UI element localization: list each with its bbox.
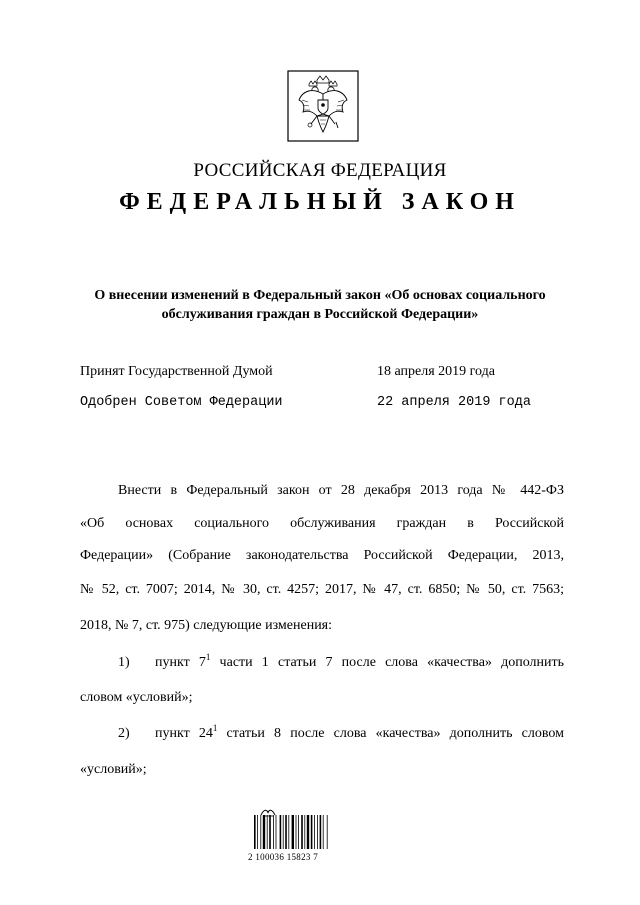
paragraph-line: № 52, ст. 7007; 2014, № 30, ст. 4257; 2017, № 47, ст. 6850; № 50, ст. 7563;	[80, 582, 564, 597]
adopted-by-duma-label: Принят Государственной Думой	[80, 364, 273, 379]
paragraph-line: «Об основах социального обслуживания граждан в Российской	[80, 516, 564, 531]
list-item-text: пункт $7^1$ части 1 статьи 7 после слова «качества» дополнить	[155, 652, 564, 670]
paragraph-line: Внести в Федеральный закон от 28 декабря 2013 года № 442-ФЗ	[118, 483, 564, 498]
approved-by-council-date: 22 апреля 2019 года	[377, 395, 531, 410]
stamp-mark-icon	[260, 804, 276, 814]
document-type-heading: ФЕДЕРАЛЬНЫЙ ЗАКОН	[119, 189, 521, 215]
list-item-text: пункт $24^1$ статьи 8 после слова «качества» дополнить словом	[155, 723, 564, 741]
barcode	[254, 815, 334, 849]
list-item-number: 1)	[118, 655, 130, 670]
paragraph-line: Федерации» (Собрание законодательства Российской Федерации, 2013,	[80, 548, 564, 563]
list-item-number: 2)	[118, 726, 130, 741]
coat-of-arms-icon	[287, 70, 359, 142]
barcode-number: 2 100036 15823 7	[248, 852, 319, 862]
list-item-continuation: словом «условий»;	[80, 690, 193, 705]
law-title	[70, 286, 570, 324]
adopted-by-duma-date: 18 апреля 2019 года	[377, 364, 495, 379]
list-item-continuation: «условий»;	[80, 762, 147, 777]
law-title-line: О внесении изменений в Федеральный закон «Об основах социального	[94, 288, 546, 303]
law-title-line: обслуживания граждан в Российской Федерации»	[161, 307, 479, 322]
approved-by-council-label: Одобрен Советом Федерации	[80, 395, 283, 410]
country-heading: РОССИЙСКАЯ ФЕДЕРАЦИЯ	[193, 160, 447, 181]
paragraph-line: 2018, № 7, ст. 975) следующие изменения:	[80, 618, 333, 633]
